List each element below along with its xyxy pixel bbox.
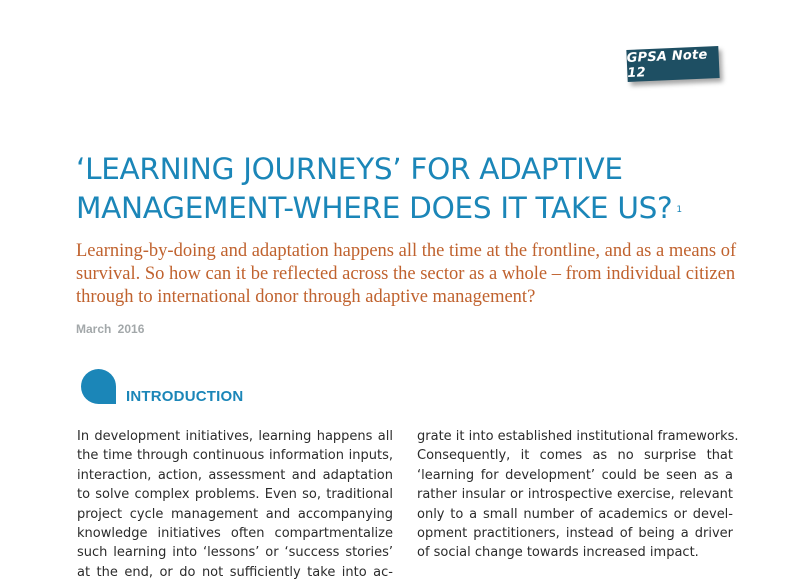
subtitle-line-2: survival. So how can it be reflected across the sector as a whole – from individual citizen [76, 264, 736, 284]
subtitle-line-1: Learning-by-doing and adaptation happens all the time at the frontline, and as a means of [76, 241, 737, 261]
body-line: the time through continuous information inputs, [77, 448, 393, 464]
body-line: project cycle management and accompanying [77, 506, 393, 522]
body-line: opment practitioners, instead of being a driver [417, 526, 733, 542]
body-column-right [417, 427, 739, 563]
section-heading: INTRODUCTION [126, 388, 244, 405]
title-line-2-text: MANAGEMENT-WHERE DOES IT TAKE US? [76, 191, 673, 225]
body-column-left [77, 427, 393, 582]
note-badge [626, 46, 719, 82]
title-footnote-mark[interactable]: 1 [676, 205, 682, 215]
note-badge-label: GPSA Note 12 [626, 47, 708, 81]
body-line: such learning into ‘lessons’ or ‘success stories’ [77, 545, 393, 561]
body-line: knowledge initiatives often compartmentalize [77, 526, 393, 542]
subtitle [76, 240, 776, 309]
body-line: rather insular or introspective exercise, relevant [417, 487, 733, 503]
body-line: ‘learning for development’ could be seen as a [417, 467, 733, 483]
body-line: grate it into established institutional frameworks. [417, 429, 739, 444]
body-line: of social change towards increased impact. [417, 545, 699, 561]
body-line: only to a small number of academics or devel- [417, 506, 733, 522]
page-title [76, 150, 776, 228]
body-line: interaction, action, assessment and adaptation [77, 467, 393, 483]
body-line: Consequently, it comes as no surprise that [417, 448, 733, 464]
body-line: to solve complex problems. Even so, traditional [77, 487, 393, 503]
subtitle-line-3: through to international donor through adaptive management? [76, 287, 536, 307]
title-line-1: ‘LEARNING JOURNEYS’ FOR ADAPTIVE [76, 152, 623, 186]
title-line-2 [76, 189, 776, 228]
body-line: at the end, or do not sufficiently take into ac- [77, 564, 393, 580]
body-line: In development initiatives, learning happens all [77, 429, 393, 444]
publication-date: March 2016 [76, 322, 145, 336]
section-bubble-icon [81, 369, 116, 404]
